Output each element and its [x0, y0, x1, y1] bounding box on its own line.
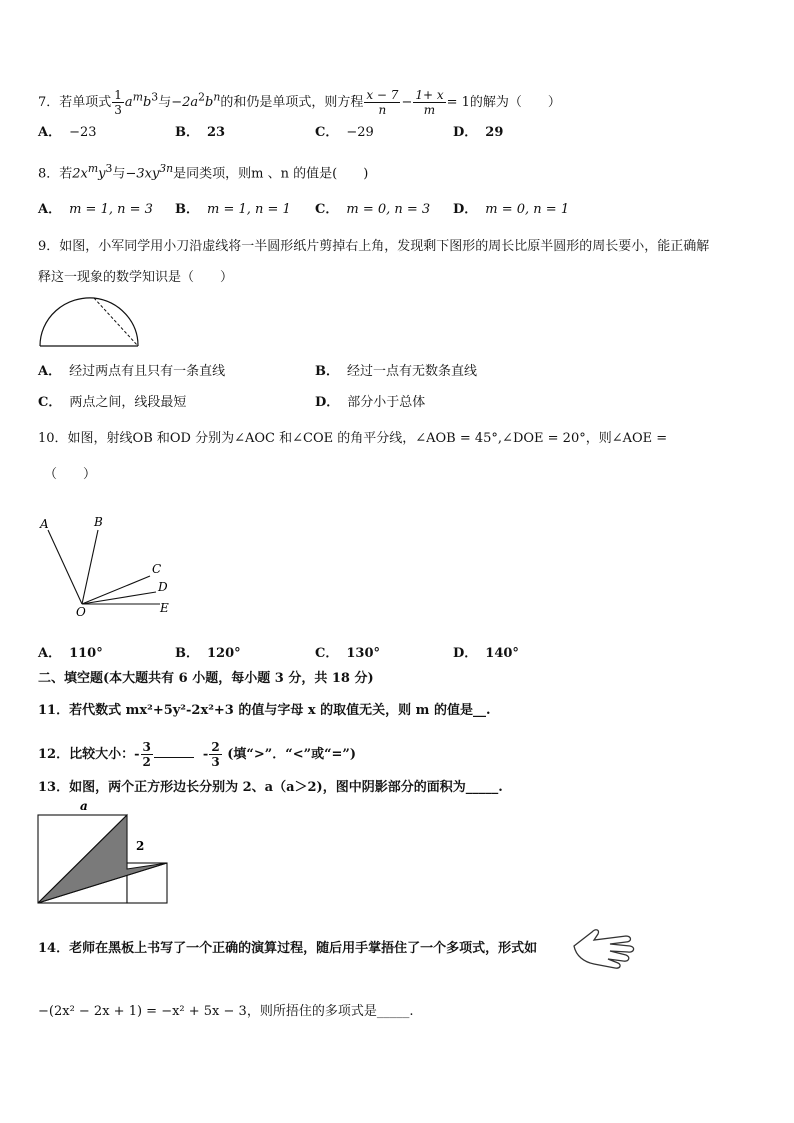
q8-option-b[interactable] — [175, 201, 291, 219]
squares-figure — [36, 798, 176, 908]
q12-prefix: 12．比较大小：- — [38, 747, 140, 762]
option-text: m = 1, n = 3 — [69, 202, 153, 217]
q9-option-c[interactable] — [38, 394, 186, 412]
q7-f2-num: 1+ x — [415, 88, 444, 102]
q7-option-b[interactable] — [175, 124, 225, 142]
q8-stem — [38, 160, 368, 183]
option-letter: B． — [175, 646, 199, 661]
option-letter: C． — [315, 646, 339, 661]
q8-option-d[interactable] — [453, 201, 569, 219]
q7-mid: 与 — [158, 95, 172, 110]
q7-term1-a: a — [124, 95, 133, 110]
q8-term1-y: y — [98, 166, 106, 182]
q10-option-d[interactable] — [453, 645, 519, 663]
q9-line-2: 释这一现象的数学知识是（ ） — [38, 270, 234, 285]
q7-option-c[interactable] — [315, 124, 374, 142]
label-a: A — [40, 517, 49, 531]
option-letter: D． — [453, 125, 478, 140]
q8-mid: 与 — [112, 166, 126, 182]
angle-figure — [36, 514, 176, 618]
q8-term1-sup2: 3 — [105, 162, 113, 175]
q9-option-b[interactable] — [315, 363, 477, 381]
option-text: m = 1, n = 1 — [207, 202, 291, 217]
q12-blank[interactable] — [154, 757, 194, 758]
option-letter: D． — [453, 202, 478, 217]
label-e: E — [160, 601, 169, 615]
q12-stem — [38, 740, 356, 769]
q12-mid: - — [202, 747, 209, 762]
q12-f1-num: 3 — [142, 740, 151, 754]
label-side-2: 2 — [136, 839, 145, 853]
q7-fraction-x7-n — [364, 88, 400, 117]
q7-term2: −2a — [171, 95, 199, 110]
q10-line-2: （ ） — [44, 467, 97, 482]
q10-line-1: 10．如图，射线OB 和OD 分别为∠AOC 和∠COE 的角平分线，∠AOB = 45°,∠DOE = 20°，则∠AOE = — [38, 431, 668, 446]
option-text: m = 0, n = 1 — [485, 202, 570, 217]
option-letter: A． — [38, 364, 62, 379]
hand-outline — [574, 930, 634, 968]
option-text: 23 — [207, 125, 226, 140]
q7-stem — [38, 88, 561, 117]
option-letter: C． — [315, 125, 339, 140]
option-text: 部分小于总体 — [347, 395, 426, 410]
q8-option-a[interactable] — [38, 201, 153, 219]
q13-text: 13．如图，两个正方形边长分别为 2、a（a＞2)，图中阴影部分的面积为_____. — [38, 780, 503, 795]
q7-prefix: 7．若单项式 — [38, 95, 112, 110]
q10-option-a[interactable] — [38, 645, 103, 663]
label-c: C — [152, 562, 162, 576]
option-letter: B． — [175, 202, 199, 217]
q12-frac-3-2 — [141, 740, 153, 769]
hand-icon — [570, 922, 636, 972]
q8-suffix: 是同类项，则m 、n 的值是( ) — [173, 166, 369, 182]
q7-frac-den: 3 — [114, 103, 122, 117]
option-letter: A． — [38, 202, 62, 217]
label-side-a: a — [80, 799, 88, 813]
option-text: m = 0, n = 3 — [346, 202, 431, 217]
option-text: 140° — [485, 646, 519, 661]
q7-term1-b: b — [142, 95, 152, 110]
q7-term2-b: b — [205, 95, 214, 110]
option-text: 130° — [346, 646, 380, 661]
q7-term2-sup-n: n — [213, 90, 221, 104]
q7-fraction-1x-m — [413, 88, 445, 117]
q7-term1-sup-3: 3 — [151, 90, 159, 104]
q7-mid2: 的和仍是单项式，则方程 — [220, 95, 364, 110]
option-text: 29 — [485, 125, 504, 140]
q9-option-a[interactable] — [38, 363, 225, 381]
q7-frac-num: 1 — [114, 88, 122, 102]
q7-fraction-1-3 — [112, 88, 124, 117]
q7-option-d[interactable] — [453, 124, 503, 142]
option-letter: A． — [38, 646, 62, 661]
q9-option-d[interactable] — [315, 394, 425, 412]
ray-oc — [82, 576, 150, 604]
q7-f1-den: n — [378, 103, 387, 117]
label-d: D — [158, 580, 168, 594]
q8-term2-sup: 3n — [159, 162, 174, 175]
q12-suffix: (填“>”．“<”或“=”) — [227, 747, 357, 762]
q12-f2-den: 3 — [211, 755, 220, 769]
label-b: B — [94, 515, 103, 529]
q10-option-b[interactable] — [175, 645, 241, 663]
semicircle-figure — [38, 296, 142, 350]
label-o: O — [76, 605, 86, 618]
q8-option-c[interactable] — [315, 201, 430, 219]
q7-option-a[interactable] — [38, 124, 97, 142]
q14-line-1: 14．老师在黑板上书写了一个正确的演算过程，随后用手掌捂住了一个多项式，形式如 — [38, 941, 538, 956]
option-letter: C． — [38, 395, 62, 410]
option-letter: D． — [315, 395, 340, 410]
semicircle-arc — [40, 298, 94, 346]
option-text: −29 — [346, 125, 374, 140]
q12-frac-2-3 — [209, 740, 221, 769]
q14-line-2: −(2x² − 2x + 1) = −x² + 5x − 3，则所捂住的多项式是_____. — [38, 1004, 414, 1019]
q7-eq: = 1 — [446, 95, 470, 110]
option-text: 120° — [207, 646, 241, 661]
q7-f1-num: x − 7 — [366, 88, 399, 102]
option-text: 经过一点有无数条直线 — [347, 364, 478, 379]
option-letter: B． — [315, 364, 339, 379]
q7-term1-sup-m: m — [132, 90, 143, 104]
ray-oa — [48, 530, 82, 604]
q11-text: 11．若代数式 mx²+5y²-2x²+3 的值与字母 x 的取值无关，则 m 的值是__. — [38, 703, 491, 718]
ray-ob — [82, 530, 98, 604]
q8-term1: 2x — [72, 166, 88, 182]
q12-f2-num: 2 — [211, 740, 220, 754]
q7-term2-sup-2: 2 — [198, 90, 206, 104]
q10-option-c[interactable] — [315, 645, 380, 663]
section-2-heading: 二、填空题(本大题共有 6 小题，每小题 3 分，共 18 分) — [38, 671, 374, 686]
ray-od — [82, 592, 156, 604]
q9-line-1: 9．如图，小军同学用小刀沿虚线将一半圆形纸片剪掉右上角，发现剩下图形的周长比原半圆形的周长要小，能正确解 — [38, 239, 710, 254]
option-text: 两点之间，线段最短 — [69, 395, 187, 410]
q8-term1-sup: m — [87, 162, 99, 175]
q7-minus: − — [401, 95, 413, 110]
option-letter: C． — [315, 202, 339, 217]
q8-prefix: 8．若 — [38, 166, 73, 182]
q7-f2-den: m — [423, 103, 436, 117]
option-letter: B． — [175, 125, 199, 140]
option-text: −23 — [69, 125, 97, 140]
option-text: 经过两点有且只有一条直线 — [69, 364, 226, 379]
option-text: 110° — [69, 646, 103, 661]
q8-term2: −3xy — [125, 166, 160, 182]
q12-f1-den: 2 — [142, 755, 151, 769]
option-letter: A． — [38, 125, 62, 140]
q7-suffix: 的解为（ ） — [469, 95, 561, 110]
option-letter: D． — [453, 646, 478, 661]
